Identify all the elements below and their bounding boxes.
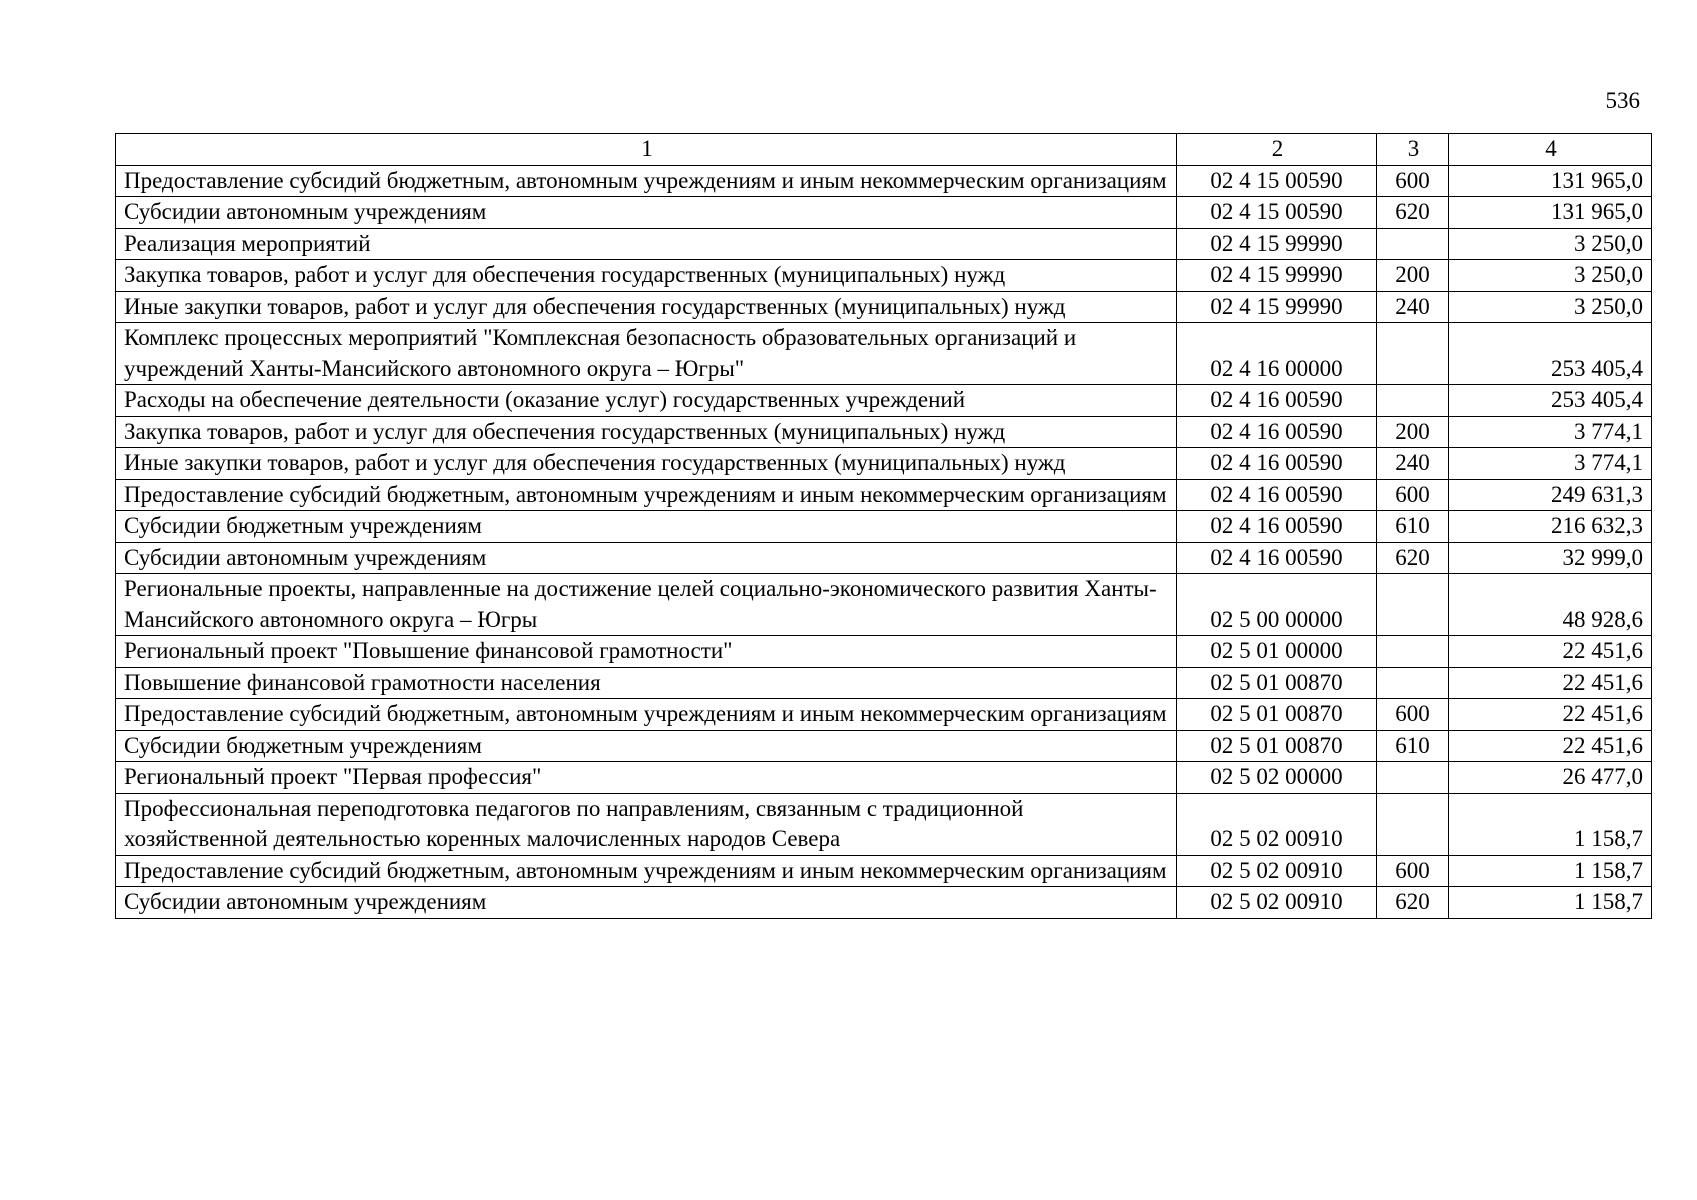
row-code: 02 4 16 00590 xyxy=(1177,416,1377,448)
row-expense-type: 600 xyxy=(1377,855,1449,887)
budget-table xyxy=(115,133,1652,919)
row-code: 02 5 02 00000 xyxy=(1177,762,1377,794)
table-row xyxy=(116,887,1652,919)
table-row xyxy=(116,291,1652,323)
header-col-1: 1 xyxy=(116,134,1177,166)
row-amount: 249 631,3 xyxy=(1449,479,1652,511)
row-expense-type xyxy=(1377,667,1449,699)
table-row xyxy=(116,165,1652,197)
row-code: 02 4 15 99990 xyxy=(1177,228,1377,260)
row-amount: 131 965,0 xyxy=(1449,197,1652,229)
row-name: Субсидии бюджетным учреждениям xyxy=(116,511,1177,543)
row-amount: 48 928,6 xyxy=(1449,574,1652,636)
row-amount: 22 451,6 xyxy=(1449,730,1652,762)
row-name: Субсидии автономным учреждениям xyxy=(116,197,1177,229)
row-name: Закупка товаров, работ и услуг для обеспечения государственных (муниципальных) нужд xyxy=(116,416,1177,448)
row-name: Предоставление субсидий бюджетным, автономным учреждениям и иным некоммерческим организациям xyxy=(116,855,1177,887)
row-name: Расходы на обеспечение деятельности (оказание услуг) государственных учреждений xyxy=(116,385,1177,417)
table-row xyxy=(116,855,1652,887)
row-expense-type: 240 xyxy=(1377,448,1449,480)
row-name: Повышение финансовой грамотности населения xyxy=(116,667,1177,699)
table-row xyxy=(116,542,1652,574)
row-code: 02 5 01 00000 xyxy=(1177,636,1377,668)
row-name: Региональный проект "Первая профессия" xyxy=(116,762,1177,794)
table-row xyxy=(116,260,1652,292)
row-expense-type xyxy=(1377,385,1449,417)
row-code: 02 5 01 00870 xyxy=(1177,667,1377,699)
row-code: 02 5 02 00910 xyxy=(1177,855,1377,887)
row-expense-type: 610 xyxy=(1377,730,1449,762)
row-code: 02 5 02 00910 xyxy=(1177,793,1377,855)
row-amount: 253 405,4 xyxy=(1449,323,1652,385)
row-name: Субсидии бюджетным учреждениям xyxy=(116,730,1177,762)
row-name: Субсидии автономным учреждениям xyxy=(116,542,1177,574)
table-row xyxy=(116,448,1652,480)
page-number: 536 xyxy=(1605,88,1640,113)
header-col-4: 4 xyxy=(1449,134,1652,166)
row-amount: 1 158,7 xyxy=(1449,793,1652,855)
row-code: 02 5 01 00870 xyxy=(1177,730,1377,762)
header-col-3: 3 xyxy=(1377,134,1449,166)
row-amount: 32 999,0 xyxy=(1449,542,1652,574)
table-row xyxy=(116,793,1652,855)
row-expense-type: 600 xyxy=(1377,479,1449,511)
row-amount: 22 451,6 xyxy=(1449,636,1652,668)
row-expense-type: 200 xyxy=(1377,260,1449,292)
row-code: 02 4 16 00590 xyxy=(1177,542,1377,574)
row-expense-type xyxy=(1377,574,1449,636)
row-name: Реализация мероприятий xyxy=(116,228,1177,260)
table-row xyxy=(116,416,1652,448)
table-row xyxy=(116,197,1652,229)
row-name: Иные закупки товаров, работ и услуг для обеспечения государственных (муниципальных) нужд xyxy=(116,448,1177,480)
row-name: Предоставление субсидий бюджетным, автономным учреждениям и иным некоммерческим организациям xyxy=(116,165,1177,197)
row-amount: 3 774,1 xyxy=(1449,448,1652,480)
row-amount: 22 451,6 xyxy=(1449,699,1652,731)
row-amount: 22 451,6 xyxy=(1449,667,1652,699)
row-code: 02 4 16 00000 xyxy=(1177,323,1377,385)
row-code: 02 4 15 00590 xyxy=(1177,165,1377,197)
row-name: Предоставление субсидий бюджетным, автономным учреждениям и иным некоммерческим организациям xyxy=(116,479,1177,511)
row-expense-type: 620 xyxy=(1377,197,1449,229)
header-col-2: 2 xyxy=(1177,134,1377,166)
row-code: 02 4 16 00590 xyxy=(1177,385,1377,417)
table-row xyxy=(116,228,1652,260)
row-amount: 3 250,0 xyxy=(1449,260,1652,292)
header-row xyxy=(116,134,1652,166)
table-row xyxy=(116,730,1652,762)
row-code: 02 5 02 00910 xyxy=(1177,887,1377,919)
row-amount: 3 774,1 xyxy=(1449,416,1652,448)
table-row xyxy=(116,699,1652,731)
table-row xyxy=(116,385,1652,417)
row-name: Иные закупки товаров, работ и услуг для обеспечения государственных (муниципальных) нужд xyxy=(116,291,1177,323)
table-row xyxy=(116,479,1652,511)
row-amount: 253 405,4 xyxy=(1449,385,1652,417)
row-code: 02 5 01 00870 xyxy=(1177,699,1377,731)
row-name: Закупка товаров, работ и услуг для обеспечения государственных (муниципальных) нужд xyxy=(116,260,1177,292)
row-expense-type xyxy=(1377,228,1449,260)
row-code: 02 4 16 00590 xyxy=(1177,448,1377,480)
row-code: 02 4 16 00590 xyxy=(1177,479,1377,511)
row-name: Комплекс процессных мероприятий "Комплексная безопасность образовательных организаций и учреждений Ханты-Мансийского автономного округа – Югры" xyxy=(116,323,1177,385)
row-amount: 131 965,0 xyxy=(1449,165,1652,197)
row-code: 02 4 16 00590 xyxy=(1177,511,1377,543)
row-name: Предоставление субсидий бюджетным, автономным учреждениям и иным некоммерческим организациям xyxy=(116,699,1177,731)
row-expense-type: 600 xyxy=(1377,165,1449,197)
row-name: Профессиональная переподготовка педагогов по направлениям, связанным с традиционной хозяйственной деятельностью коренных малочисленных народов Севера xyxy=(116,793,1177,855)
table-row xyxy=(116,511,1652,543)
row-code: 02 4 15 99990 xyxy=(1177,260,1377,292)
row-expense-type: 600 xyxy=(1377,699,1449,731)
row-expense-type: 240 xyxy=(1377,291,1449,323)
table-row xyxy=(116,636,1652,668)
row-expense-type: 620 xyxy=(1377,542,1449,574)
row-expense-type xyxy=(1377,323,1449,385)
table-row xyxy=(116,667,1652,699)
row-amount: 1 158,7 xyxy=(1449,887,1652,919)
row-amount: 3 250,0 xyxy=(1449,291,1652,323)
row-code: 02 5 00 00000 xyxy=(1177,574,1377,636)
row-name: Региональные проекты, направленные на достижение целей социально-экономического развития Ханты-Мансийского автономного округа – Югры xyxy=(116,574,1177,636)
row-name: Субсидии автономным учреждениям xyxy=(116,887,1177,919)
row-expense-type xyxy=(1377,636,1449,668)
table-row xyxy=(116,762,1652,794)
row-expense-type: 610 xyxy=(1377,511,1449,543)
row-name: Региональный проект "Повышение финансовой грамотности" xyxy=(116,636,1177,668)
table-row xyxy=(116,574,1652,636)
row-code: 02 4 15 00590 xyxy=(1177,197,1377,229)
row-amount: 3 250,0 xyxy=(1449,228,1652,260)
row-expense-type: 620 xyxy=(1377,887,1449,919)
row-expense-type xyxy=(1377,762,1449,794)
row-code: 02 4 15 99990 xyxy=(1177,291,1377,323)
row-expense-type xyxy=(1377,793,1449,855)
row-expense-type: 200 xyxy=(1377,416,1449,448)
table-row xyxy=(116,323,1652,385)
row-amount: 1 158,7 xyxy=(1449,855,1652,887)
row-amount: 26 477,0 xyxy=(1449,762,1652,794)
row-amount: 216 632,3 xyxy=(1449,511,1652,543)
